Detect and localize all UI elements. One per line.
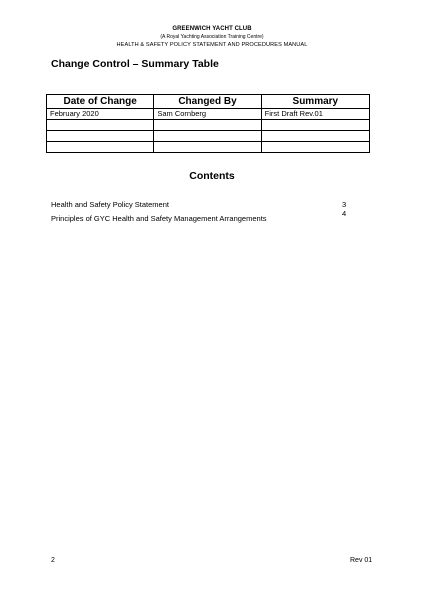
- change-control-table: [46, 94, 370, 153]
- column-header-date: Date of Change: [47, 95, 154, 109]
- table-cell-date: [47, 131, 154, 142]
- table-header-row: [47, 95, 370, 109]
- table-row: [47, 109, 370, 120]
- column-header-summary: Summary: [261, 95, 369, 109]
- table-cell-summary: First Draft Rev.01: [261, 109, 369, 120]
- contents-title: Contents: [189, 170, 235, 182]
- table-cell-summary: [261, 131, 369, 142]
- toc-page-number: 3: [342, 200, 347, 209]
- table-cell-date: [47, 120, 154, 131]
- table-cell-summary: [261, 120, 369, 131]
- club-subtitle: (A Royal Yachting Association Training Centre): [160, 34, 264, 40]
- footer-page-number: 2: [51, 557, 55, 564]
- change-control-title: Change Control – Summary Table: [51, 58, 219, 70]
- toc-entry-policy-statement[interactable]: Health and Safety Policy Statement: [51, 200, 169, 209]
- table-row: [47, 120, 370, 131]
- table-cell-changed-by: Sam Cornberg: [154, 109, 261, 120]
- table-cell-changed-by: [154, 142, 261, 153]
- manual-title: HEALTH & SAFETY POLICY STATEMENT AND PROCEDURES MANUAL: [116, 42, 308, 48]
- toc-entry-management-arrangements[interactable]: Principles of GYC Health and Safety Management Arrangements: [51, 214, 267, 223]
- club-name: GREENWICH YACHT CLUB: [172, 26, 252, 32]
- table-row: [47, 131, 370, 142]
- table-cell-date: [47, 142, 154, 153]
- toc-page-number: 4: [342, 209, 347, 218]
- table-cell-date: February 2020: [47, 109, 154, 120]
- footer-revision: Rev 01: [350, 557, 373, 564]
- column-header-changed-by: Changed By: [154, 95, 261, 109]
- table-cell-changed-by: [154, 120, 261, 131]
- table-row: [47, 142, 370, 153]
- table-cell-summary: [261, 142, 369, 153]
- table-cell-changed-by: [154, 131, 261, 142]
